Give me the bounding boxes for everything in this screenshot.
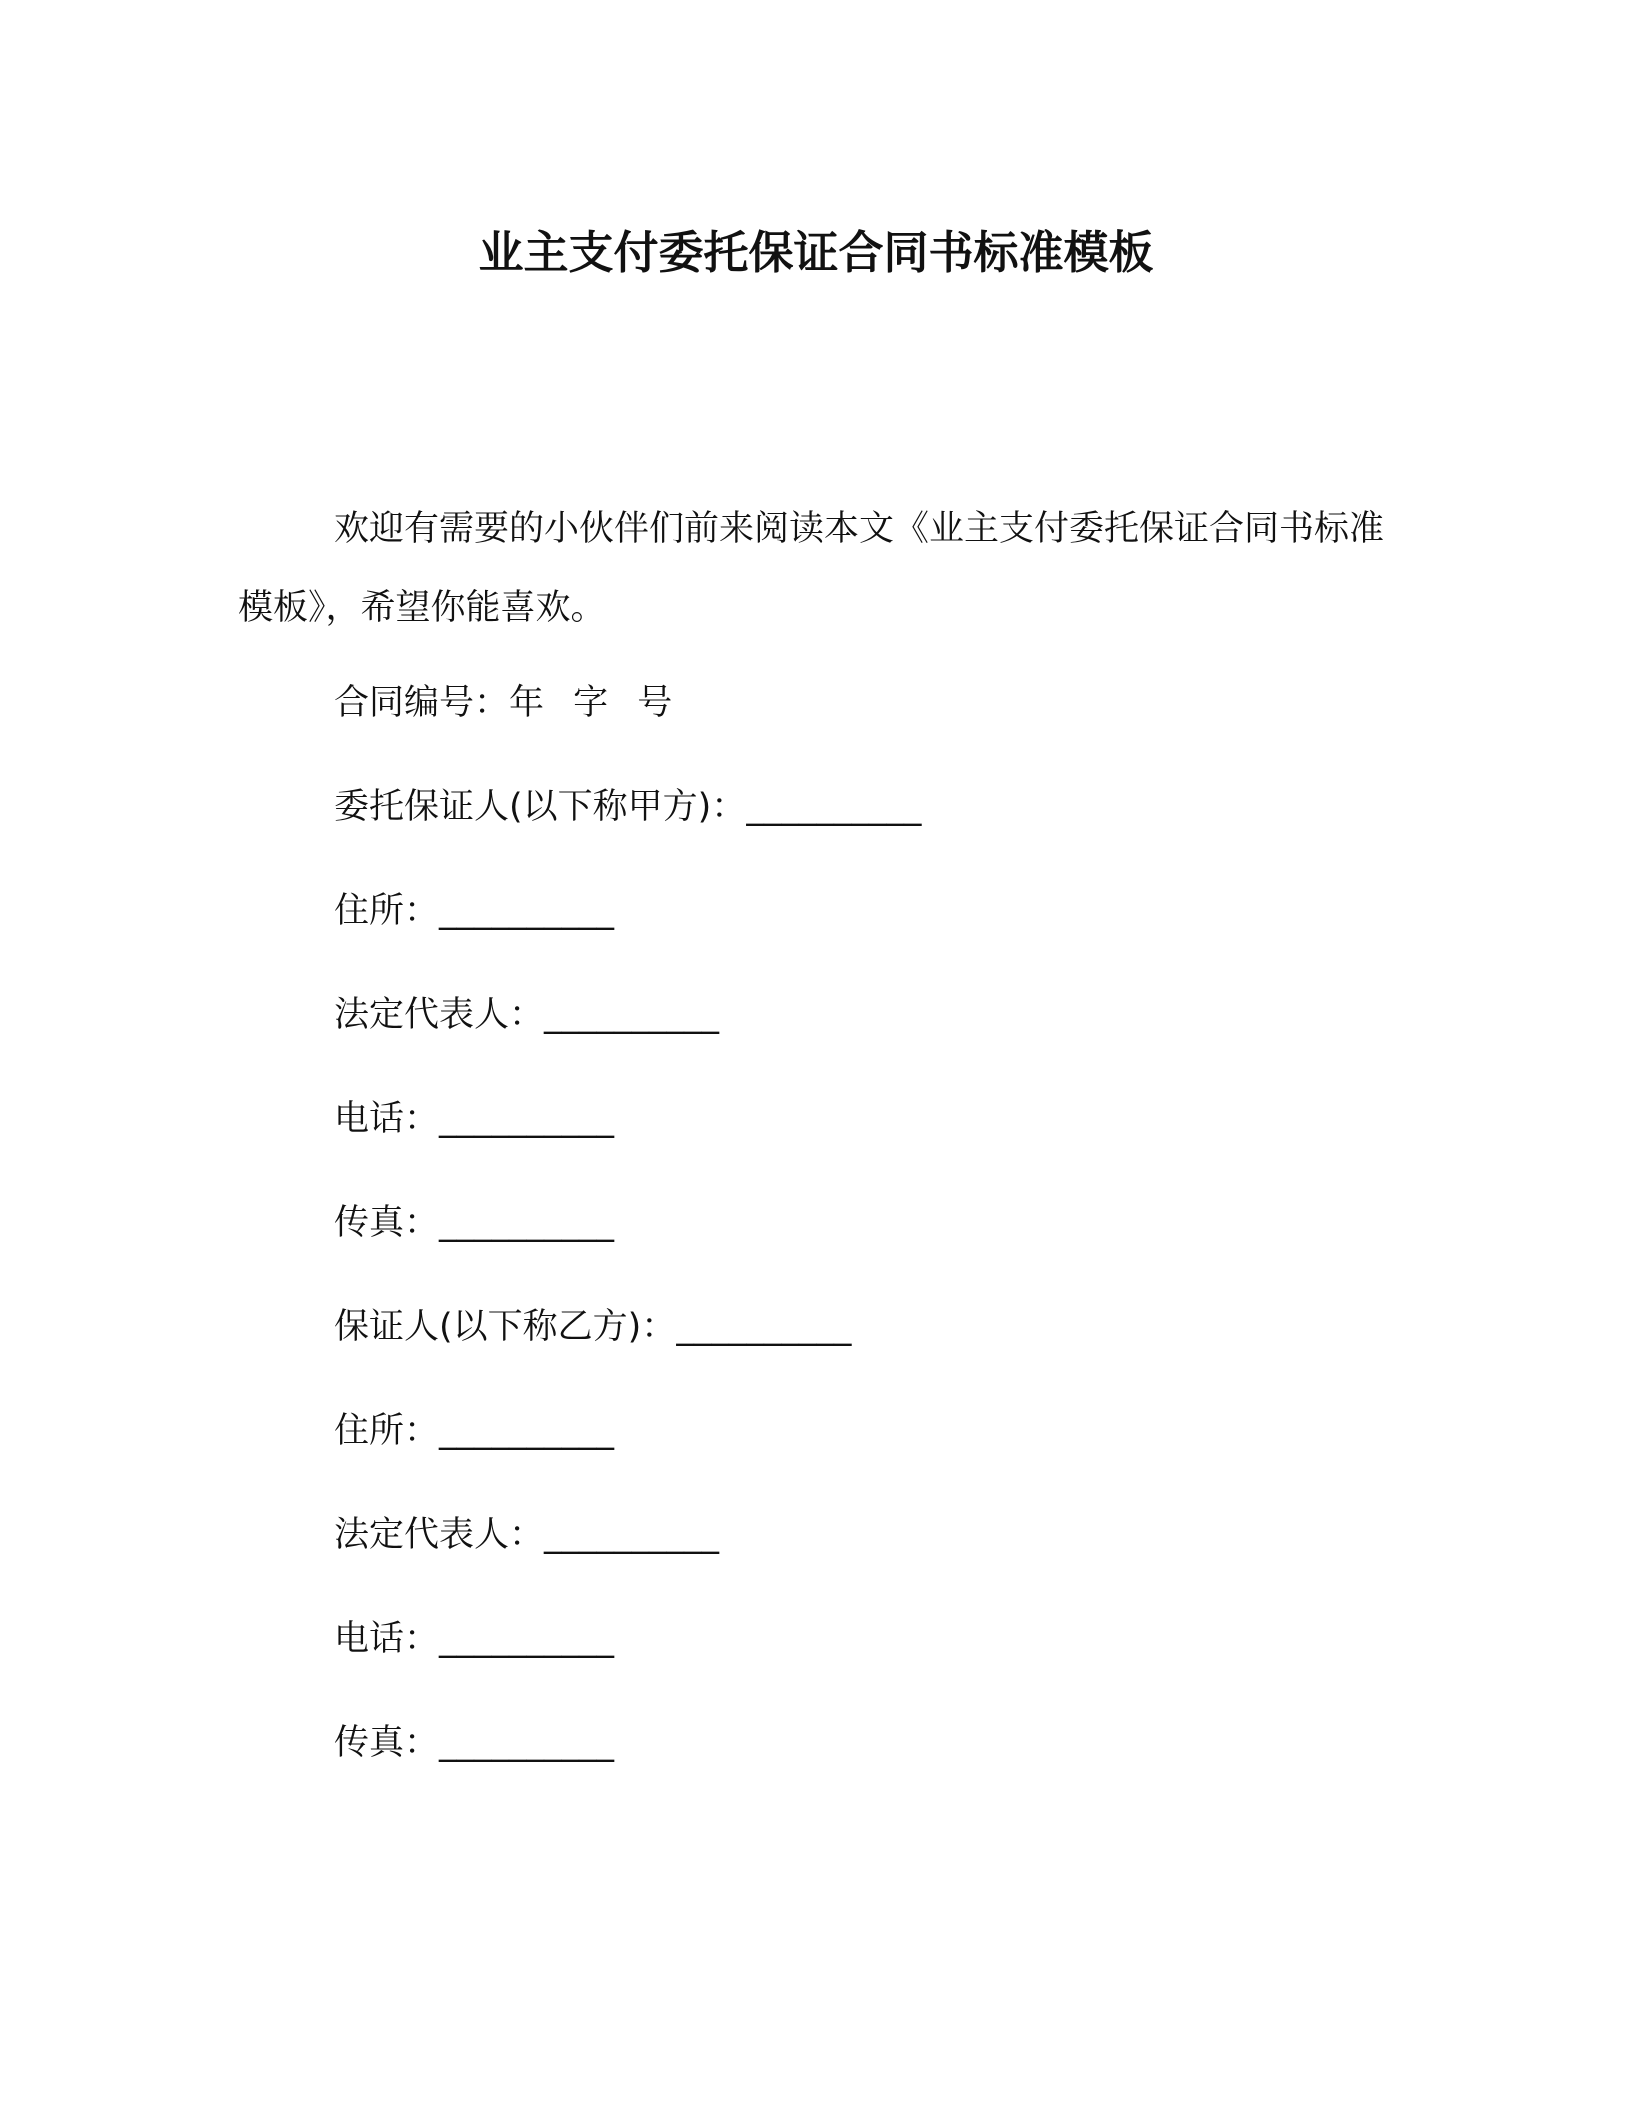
field-blank: __________ (544, 1515, 720, 1555)
field-blank: __________ (439, 1099, 615, 1139)
field-label: 法定代表人： (334, 995, 545, 1035)
party-b-address-line (334, 1400, 1434, 1504)
document-title: 业主支付委托保证合同书标准模板 (478, 226, 1154, 279)
intro-paragraph: 欢迎有需要的小伙伴们前来阅读本文《业主支付委托保证合同书标准模板》，希望你能喜欢。 (238, 509, 1385, 628)
field-label: 法定代表人： (334, 1515, 545, 1555)
party-a-representative-line (334, 984, 1434, 1088)
field-label: 保证人(以下称乙方)： (334, 1307, 677, 1347)
field-blank: __________ (676, 1307, 852, 1347)
field-blank: __________ (439, 1411, 615, 1451)
party-b-phone-line (334, 1608, 1434, 1712)
contract-number-value: 年 字 号 (509, 683, 682, 723)
field-label: 电话： (334, 1619, 440, 1659)
field-label: 委托保证人(以下称甲方)： (334, 787, 747, 827)
field-blank: __________ (746, 787, 922, 827)
contract-number-line (334, 672, 1434, 776)
party-b-representative-line (334, 1504, 1434, 1608)
field-blank: __________ (439, 891, 615, 931)
field-label: 住所： (334, 891, 440, 931)
field-blank: __________ (439, 1203, 615, 1243)
field-blank: __________ (439, 1723, 615, 1763)
field-label: 传真： (334, 1723, 440, 1763)
field-blank: __________ (439, 1619, 615, 1659)
party-a-name-line (334, 776, 1434, 880)
field-label: 传真： (334, 1203, 440, 1243)
field-blank: __________ (544, 995, 720, 1035)
party-a-phone-line (334, 1088, 1434, 1192)
party-a-fax-line (334, 1192, 1434, 1296)
party-a-address-line (334, 880, 1434, 984)
party-b-name-line (334, 1296, 1434, 1400)
contract-fields (334, 672, 1434, 1816)
field-label: 电话： (334, 1099, 440, 1139)
field-label: 住所： (334, 1411, 440, 1451)
contract-number-label: 合同编号： (334, 683, 510, 723)
party-b-fax-line (334, 1712, 1434, 1816)
